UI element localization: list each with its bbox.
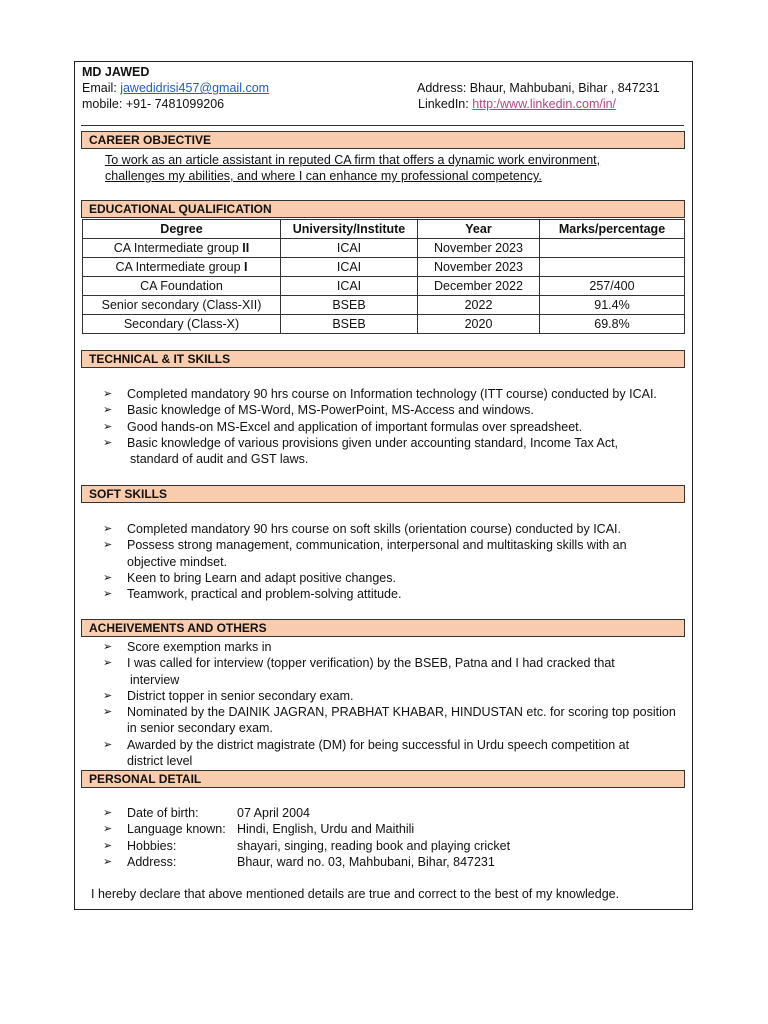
institute-cell: BSEB (281, 296, 418, 315)
column-header: University/Institute (281, 220, 418, 239)
year-cell: December 2022 (418, 277, 540, 296)
arrow-bullet-icon: ➢ (103, 523, 113, 535)
arrow-bullet-icon: ➢ (103, 738, 113, 751)
list-item: ➢ Nominated by the DAINIK JAGRAN, PRABHAT KHABAR, HINDUSTAN etc. for scoring top position in senior secondary exam. (103, 705, 676, 736)
list-item: ➢ Language known: Hindi, English, Urdu and Maithili (103, 822, 415, 837)
linkedin-line (418, 97, 616, 111)
arrow-bullet-icon: ➢ (103, 571, 113, 584)
arrow-bullet-icon: ➢ (103, 641, 113, 653)
arrow-bullet-icon: ➢ (103, 839, 113, 852)
technical-skills-list (103, 386, 683, 467)
column-header: Marks/percentage (540, 220, 685, 239)
institute-cell: ICAI (281, 239, 418, 258)
arrow-bullet-icon: ➢ (103, 807, 113, 819)
arrow-bullet-icon: ➢ (103, 689, 113, 702)
declaration-text: I hereby declare that above mentioned details are true and correct to the best of my knowledge. (91, 887, 620, 901)
technical-skills-heading: TECHNICAL & IT SKILLS (81, 350, 685, 368)
list-item: ➢ Hobbies: shayari, singing, reading book and playing cricket (103, 838, 511, 853)
soft-skills-list (103, 521, 683, 602)
education-heading: EDUCATIONAL QUALIFICATION (81, 200, 685, 218)
table-row (83, 239, 685, 258)
career-objective-text (105, 152, 665, 184)
list-item: ➢ Possess strong management, communication, interpersonal and multitasking skills with an objective mindset. (103, 538, 627, 569)
email-line (82, 81, 269, 95)
soft-skills-heading: SOFT SKILLS (81, 485, 685, 503)
table-row (83, 258, 685, 277)
education-table (82, 219, 685, 334)
degree-cell: Secondary (Class-X) (83, 315, 281, 334)
list-item: ➢ Completed mandatory 90 hrs course on soft skills (orientation course) conducted by ICAI. (103, 522, 621, 536)
list-item: ➢ District topper in senior secondary exam. (103, 688, 354, 703)
column-header: Year (418, 220, 540, 239)
mobile-line: mobile: +91- 7481099206 (82, 97, 225, 111)
arrow-bullet-icon: ➢ (103, 436, 113, 449)
list-item: ➢ Good hands-on MS-Excel and application of important formulas over spreadsheet. (103, 419, 583, 434)
arrow-bullet-icon: ➢ (103, 588, 113, 601)
list-item: ➢ Score exemption marks in (103, 640, 272, 654)
resume-page (74, 61, 693, 910)
table-row (83, 277, 685, 296)
marks-cell: 257/400 (540, 277, 685, 296)
institute-cell: BSEB (281, 315, 418, 334)
list-item: ➢ I was called for interview (topper verification) by the BSEB, Patna and I had cracked that interview (103, 656, 615, 687)
marks-cell: 91.4% (540, 296, 685, 315)
year-cell: November 2023 (418, 258, 540, 277)
candidate-name: MD JAWED (82, 65, 150, 79)
marks-cell (540, 239, 685, 258)
header-divider (81, 125, 684, 126)
list-item: ➢ Basic knowledge of various provisions given under accounting standard, Income Tax Act, standard of audit and GST laws. (103, 435, 619, 467)
list-item: ➢ Keen to bring Learn and adapt positive changes. (103, 570, 396, 585)
year-cell: 2020 (418, 315, 540, 334)
personal-detail-heading: PERSONAL DETAIL (81, 770, 685, 788)
linkedin-label: LinkedIn: (418, 97, 473, 111)
personal-detail-list (103, 805, 683, 870)
column-header: Degree (83, 220, 281, 239)
institute-cell: ICAI (281, 277, 418, 296)
table-header-row (83, 220, 685, 239)
email-link[interactable]: jawedidrisi457@gmail.com (120, 81, 270, 95)
list-item: ➢ Date of birth: 07 April 2004 (103, 806, 310, 820)
arrow-bullet-icon: ➢ (103, 855, 113, 868)
objective-line: To work as an article assistant in reputed CA firm that offers a dynamic work environment, (105, 153, 601, 167)
arrow-bullet-icon: ➢ (103, 706, 113, 719)
marks-cell (540, 258, 685, 277)
career-objective-heading: CAREER OBJECTIVE (81, 131, 685, 149)
list-item: ➢ Address: Bhaur, ward no. 03, Mahbubani, Bihar, 847231 (103, 854, 495, 869)
email-label: Email: (82, 81, 121, 95)
list-item: ➢ Completed mandatory 90 hrs course on Information technology (ITT course) conducted by ICAI. (103, 387, 657, 401)
address-line: Address: Bhaur, Mahbubani, Bihar , 847231 (417, 81, 660, 95)
linkedin-link[interactable]: http:/www.linkedin.com/in/ (472, 97, 617, 111)
table-row (83, 296, 685, 315)
arrow-bullet-icon: ➢ (103, 539, 113, 552)
year-cell: 2022 (418, 296, 540, 315)
marks-cell: 69.8% (540, 315, 685, 334)
arrow-bullet-icon: ➢ (103, 404, 113, 417)
degree-cell: Senior secondary (Class-XII) (83, 296, 281, 315)
list-item: ➢ Basic knowledge of MS-Word, MS-PowerPoint, MS-Access and windows. (103, 403, 534, 418)
list-item: ➢ Teamwork, practical and problem-solving attitude. (103, 587, 402, 602)
arrow-bullet-icon: ➢ (103, 388, 113, 400)
institute-cell: ICAI (281, 258, 418, 277)
arrow-bullet-icon: ➢ (103, 420, 113, 433)
degree-cell: CA Intermediate group II (83, 239, 281, 258)
degree-cell: CA Foundation (83, 277, 281, 296)
list-item: ➢ Awarded by the district magistrate (DM) for being successful in Urdu speech competition at district level (103, 737, 630, 769)
degree-cell: CA Intermediate group I (83, 258, 281, 277)
achievements-list (103, 639, 683, 769)
arrow-bullet-icon: ➢ (103, 657, 113, 670)
achievements-heading: ACHEIVEMENTS AND OTHERS (81, 619, 685, 637)
arrow-bullet-icon: ➢ (103, 823, 113, 836)
year-cell: November 2023 (418, 239, 540, 258)
table-row (83, 315, 685, 334)
objective-line: challenges my abilities, and where I can enhance my professional competency. (105, 169, 542, 183)
